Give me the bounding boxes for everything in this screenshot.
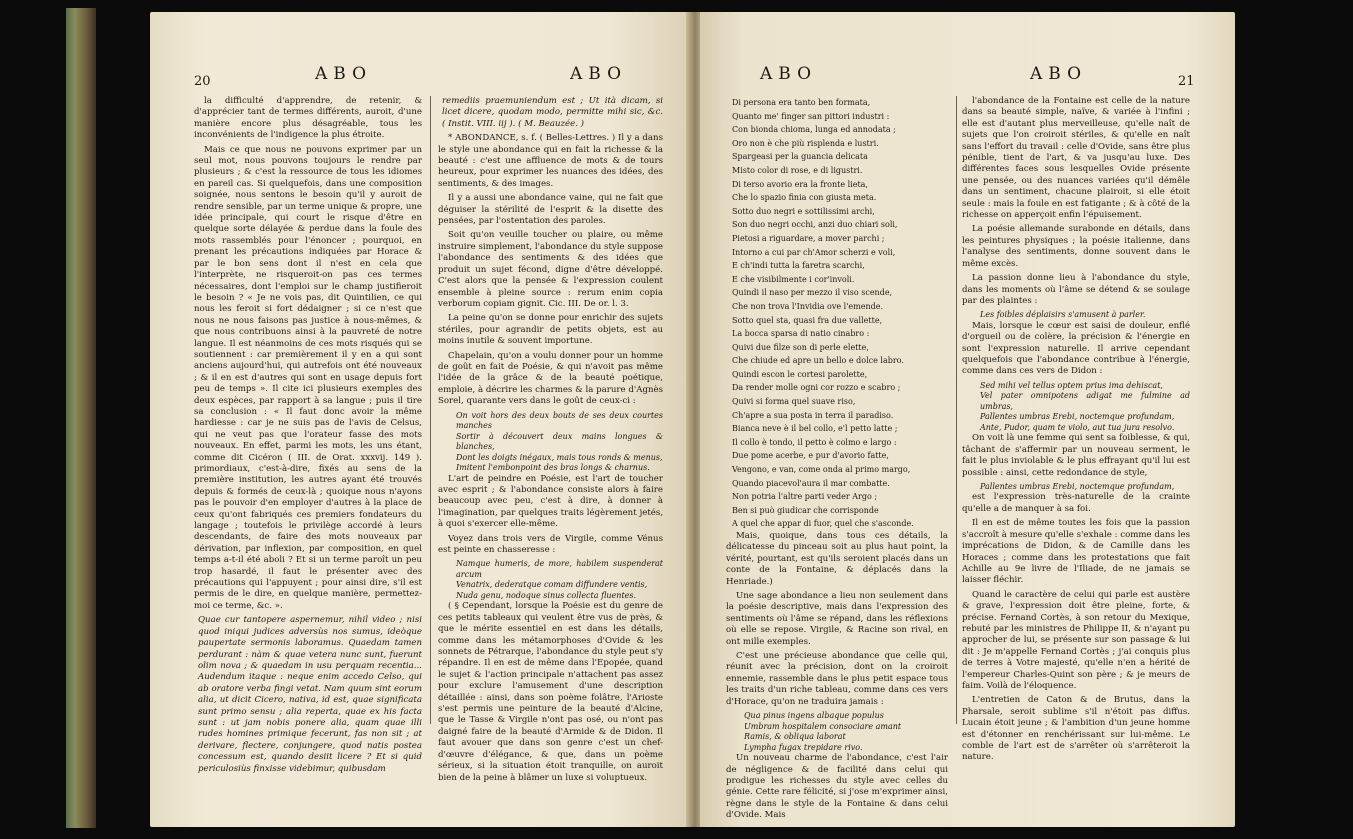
paragraph: Mais, lorsque le cœur est saisi de douleur, enflé d'orgueil ou de colère, la précision & l'énergie en sont l'expression naturelle. Il arrive cependant quelquefois que l'abondance contribue à l'énergie, comme dans ces vers de Didon : xyxy=(962,320,1190,377)
paragraph: Soit qu'on veuille toucher ou plaire, ou même instruire simplement, l'abondance du style suppose l'abondance des sentiments & des idées que produit un sujet fécond, digne d'être développé. C'est alors que la pensée & l'expression coulent ensemble à pleine source : rerum enim copia verborum copiam gignit. Cic. III. De or. l. 3. xyxy=(438,230,663,309)
running-head-left-1: ABO xyxy=(315,64,373,84)
paragraph: Mais, quoique, dans tous ces détails, la délicatesse du pinceau soit au plus haut point, la vérité, pourtant, est qu'ils seroient placés dans un conte de la Fontaine, & déplacés dans la Henriade.) xyxy=(726,531,948,587)
paragraph: remediis praemuniendum est ; Ut ità dicam, si licet dicere, quodam modo, permitte mihi sic, &c. ( Instit. VIII. iij ). ( M. Beauzée. ) xyxy=(442,96,663,129)
right-page xyxy=(700,12,1235,827)
running-head-left-2: ABO xyxy=(570,64,628,84)
page-number-left: 20 xyxy=(194,74,211,89)
right-page-column-2 xyxy=(962,96,1190,763)
paragraph: la difficulté d'apprendre, de retenir, & d'apprécier tant de termes différents, auroit, d'une manière encore plus désagréable, tous les inconvénients de l'indigence la plus étroite. xyxy=(194,96,422,141)
left-page xyxy=(150,12,690,827)
paragraph: L'entretien de Caton & de Brutus, dans la Pharsale, seroit sublime s'il n'étoit pas diffus. Lucain étoit jeune ; & l'ambition d'un jeune homme est d'étonner en renchérissant sur lui-même. Le comble de l'art est de s'arrêter où s'arrêteroit la nature. xyxy=(962,695,1190,763)
paragraph: La poésie allemande surabonde en détails, dans les peintures physiques ; la poésie italienne, dans l'analyse des sentiments, donne souvent dans le même excès. xyxy=(962,224,1190,269)
paragraph: ( § Cependant, lorsque la Poésie est du genre de ces petits tableaux qui veulent être vus de près, & que le mérite essentiel en est dans les détails, comme dans les métamorphoses d'Ovide & les sonnets de Pétrarque, l'abondance du style peut s'y répandre. Il en est de même dans l'Epopée, quand le sujet & l'action principale n'attachent pas assez pour exclure l'amusement d'une description détaillée : ainsi, dans son poème folâtre, l'Arioste s'est permis une peinture de la beauté d'Alcine, que le Tasse & Virgile n'ont pas osé, ou n'ont pas daigné faire de la beauté d'Armide & de Didon. Il faut avouer que dans son genre c'est un chef-d'œuvre d'élégance, & que, dans un poème sérieux, si la situation étoit tranquille, on auroit bien de la peine à blâmer un luxe si voluptueux. xyxy=(438,601,663,783)
paragraph: l'abondance de la Fontaine est celle de la nature dans sa beauté simple, naïve, & variée à l'infini ; elle est d'autant plus merveilleuse, qu'elle naît de sujets que l'on croiroit stériles, & qu'elle en naît sans l'effort du travail : celle d'Ovide, sans être plus pénible, tient de l'art, & va jusqu'au luxe. Des différentes faces sous lesquelles Ovide présente une pensée, ou des nuances variées qu'il démêle dans un sentiment, chacune plairoit, si elle étoit seule : mais la foule en est fatigante ; & à côté de la richesse on apperçoit enfin l'épuisement. xyxy=(962,96,1190,221)
book-cover-edge xyxy=(66,8,96,828)
page-number-right: 21 xyxy=(1178,74,1195,89)
verse-quote: On voit hors des deux bouts de ses deux courtes manches Sortir à découvert deux mains longues & blanches, Dont les doigts inégaux, mais tous ronds & menus, Imitent l'embonpoint des bras longs & charnus. xyxy=(456,410,663,473)
right-page-column-1 xyxy=(726,96,948,821)
running-head-right-2: ABO xyxy=(1030,64,1088,84)
verse-quote: Pallentes umbras Erebi, noctemque profundam, xyxy=(980,481,1175,491)
paragraph: On voit là une femme qui sent sa foiblesse, & qui, tâchant de s'affermir par un nouveau serment, le fait le plus inviolable & le plus effrayant qu'il lui est possible : ainsi, cette redondance de style, xyxy=(962,433,1190,478)
paragraph: Voyez dans trois vers de Virgile, comme Vénus est peinte en chasseresse : xyxy=(438,533,663,555)
column-rule xyxy=(430,96,431,724)
paragraph: La peine qu'on se donne pour enrichir des sujets stériles, pour agrandir de petits objets, est au moins inutile & souvent importune. xyxy=(438,313,663,347)
paragraph: Quand le caractère de celui qui parle est austère & grave, l'expression doit être pleine, forte, & précise. Fernand Cortès, à son retour du Mexique, rebuté par les ministres de Philippe II, & n'ayant pu approcher de lui, se présente sur son passage & lui dit : Je m'appelle Fernand Cortès ; j'ai conquis plus de terres à Votre majesté, qu'elle n'en a hérité de l'empereur Charles-Quint son père ; & je meurs de faim. Voilà de l'éloquence. xyxy=(962,589,1190,691)
verse-quote: Namque humeris, de more, habilem suspenderat arcum Venatrix, dederatque comam diffundere ventis, Nuda genu, nodoque sinus collecta fluentes. xyxy=(456,559,663,600)
left-page-column-1 xyxy=(194,96,422,774)
verse-quote: Qua pinus ingens albaque populus Umbram hospitalem consociare amant Ramis, & obliqua laborat Lympha fugax trepidare rivo. xyxy=(744,711,902,752)
italian-poem: Di persona era tanto ben formata, Quanto me' finger san pittori industri : Con bionda chioma, lunga ed annodata ; Oro non è che più risplenda e lustri. Spargeasi per la guancia delicata Misto color di rose, e di ligustri. Di terso avorio era la fronte lieta, Che lo spazio finia con giusta meta. Sotto duo negri e sottilissimi archi, Son duo negri occhi, anzi duo chiari soli, Pietosi a riguardare, a mover parchi ; Intorno a cui par ch'Amor scherzi e voli, E ch'indi tutta la faretra scarchi, E che visibilmente i cor'involi. Quindi il naso per mezzo il viso scende, Che non trova l'Invidia ove l'emende. Sotto quel sta, quasi fra due vallette, La bocca sparsa di natio cinabro : Quivi due filze son di perle elette, Che chiude ed apre un bello e dolce labro. Quindi escon le cortesi parolette, Da render molle ogni cor rozzo e scabro ; Quivi si forma quel suave riso, Ch'apre a sua posta in terra il paradiso. Bianca neve è il bel collo, e'l petto latte ; Il collo è tondo, il petto è colmo e largo : Due pome acerbe, e pur d'avorio fatte, Vengono, e van, come onda al primo margo, Quando piacevol'aura il mar combatte. Non potria l'altre parti veder Argo ; Ben si può giudicar che corrisponde A quel che appar di fuor, quel che s'asconde. xyxy=(732,98,914,529)
paragraph: Une sage abondance a lieu non seulement dans la poésie descriptive, mais dans l'expression des sentiments où l'âme se répand, dans les réflexions où elle se repose. Virgile, & Racine son rival, en ont mille exemples. xyxy=(726,591,948,647)
left-page-column-2 xyxy=(438,96,663,783)
paragraph: Il en est de même toutes les fois que la passion s'accroît à mesure qu'elle s'exhale : comme dans les imprécations de Didon, & de Camille dans les Horaces ; comme dans les protestations que fait Achille au 9e livre de l'Iliade, de ne jamais se laisser fléchir. xyxy=(962,518,1190,586)
running-head-right-1: ABO xyxy=(760,64,818,84)
paragraph: Chapelain, qu'on a voulu donner pour un homme de goût en fait de Poésie, & qui n'avoit pas même l'idée de la grâce & de la beauté poétique, emploie, à décrire les charmes & la parure d'Agnès Sorel, quarante vers dans le goût de ceux-ci : xyxy=(438,350,663,407)
column-rule xyxy=(956,96,957,724)
paragraph: Mais ce que nous ne pouvons exprimer par un seul mot, nous pouvons toujours le rendre par plusieurs ; & c'est la ressource de tous les idiomes en pareil cas. Si quelquefois, dans une composition soignée, nous sentons le besoin qu'il y auroit de rendre sensible, par un terme unique & propre, une idée principale, qui court le risque d'être en quelque sorte délayée & perdue dans la foule des mots rassemblés pour l'énoncer ; pourquoi, en prenant les précautions indiquées par Horace & par le bon sens dont il n'est en cela que l'interprète, ne risqueroit-on pas ces termes nécessaires, dont l'emploi sur le champ justifieroit le besoin ? « Je ne vois pas, dit Quintilien, ce qui nous les feroit si fort dédaigner ; si ce n'est que nous ne nous faisons pas justice à nous-mêmes, & que nous contribuons ainsi à la pauvreté de notre langue. Il est néanmoins de ces mots risqués qui se soutiennent : car premièrement il y en a qui sont anciens aujourd'hui, qui autrefois ont été nouveaux ; & il en est d'autres qui sont en usage depuis fort peu de temps ». Il cite ici plusieurs exemples des deux espèces, par rapport à sa langue ; puis il tire sa conclusion : « Il faut donc avoir la même hardiesse : car je ne suis pas de l'avis de Celsus, qui ne veut pas que l'orateur fasse des mots nouveaux. En effet, parmi les mots, les uns étant, comme dit Cicéron ( III. de Orat. xxxvij. 149 ). primordiaux, c'est-à-dire, fixés au sens de la première institution, les autres ayant été trouvés depuis & formés de ceux-là ; quoique nous n'ayons pas le pouvoir d'en employer d'autres à la place de ceux qu'ont fabriqués ces premiers fondateurs du langage ; toutefois le privilège accordé à leurs descendants, de faire des mots nouveaux par dérivation, par inflexion, par composition, en quel temps a-t-il été aboli ? Et si un terme paroît un peu trop hasardé, il faut le présenter avec des précautions qui l'appuyent ; pour ainsi dire, s'il est permis de le dire, en quelque manière, permettez-moi ce terme, &c. ». xyxy=(194,144,422,611)
paragraph: est l'expression très-naturelle de la crainte qu'elle a de manquer à sa foi. xyxy=(962,492,1190,514)
paragraph: La passion donne lieu à l'abondance du style, dans les moments où l'âme se détend & se soulage par des plaintes : xyxy=(962,273,1190,306)
article-heading-paragraph: * ABONDANCE, s. f. ( Belles-Lettres. ) Il y a dans le style une abondance qui en fait la richesse & la beauté : c'est une affluence de mots & de tours heureux, pour exprimer les nuances des idées, des sentiments, & des images. xyxy=(438,133,663,189)
paragraph: C'est une précieuse abondance que celle qui, réunit avec la précision, dont on la croiroit ennemie, rassemble dans le plus petit espace tous les traits d'un riche tableau, comme dans ces vers d'Horace, qu'on ne traduira jamais : xyxy=(726,651,948,707)
paragraph: L'art de peindre en Poésie, est l'art de toucher avec esprit ; & l'abondance consiste alors à faire beaucoup avec peu, c'est à dire, à donner à l'imagination, par quelques traits légèrement jetés, à quoi s'exercer elle-même. xyxy=(438,473,663,530)
paragraph: Il y a aussi une abondance vaine, qui ne fait que déguiser la stérilité de l'esprit & la disette des pensées, par l'ostentation des paroles. xyxy=(438,193,663,227)
latin-quote: Quae cur tantopere aspernemur, nihil video ; nisi quod iniqui judices adversùs nos sumus, ideòque paupertate sermonis laboramus. Quaedam tamen perdurant : nàm & quae vetera nunc sunt, fuerunt olim nova ; & quaedam in usu perquam recentia... Audendum itaque : neque enim accedo Celso, qui ab oratore verba fingi vetat. Nam quum sint eorum alia, ut dicit Cicero, nativa, id est, quae significata sunt primo sensu ; alia reperta, quae ex his facta sunt : ut jam nobis ponere alia, quam quae illi rudes homines primique fecerunt, fas non sit ; at derivare, flectere, conjungere, quod natis postea concessum est, quando desiit licere ? Et si quid periculosiùs finxisse videbimur, quibusdam xyxy=(198,615,422,774)
verse-quote: Les foibles déplaisirs s'amusent à parler. xyxy=(980,310,1146,320)
verse-quote: Sed mihi vel tellus optem prius ima dehiscat, Vel pater omnipotens adigat me fulmine ad umbras, Pallentes umbras Erebi, noctemque profundam, Ante, Pudor, quam te violo, aut tua jura resolvo. xyxy=(980,380,1190,432)
paragraph: Un nouveau charme de l'abondance, c'est l'air de négligence & de facilité dans celui qui prodigue les richesses du style avec celles du génie. Cette rare félicité, si j'ose m'exprimer ainsi, règne dans le style de la Fontaine & dans celui d'Ovide. Mais xyxy=(726,753,948,821)
